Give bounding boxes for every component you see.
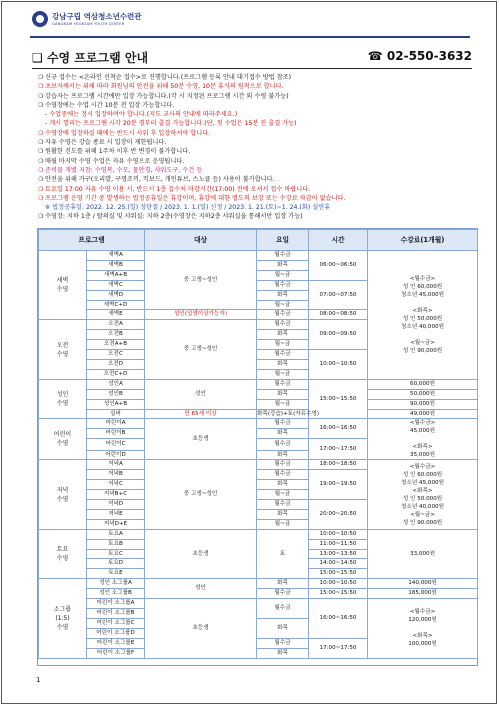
fee-cell: 60,000원 [368, 379, 478, 389]
time-cell: 15:00~15:50 [309, 569, 368, 579]
day-cell: 월수금 [257, 638, 309, 648]
class-name-cell: 어린이 소그룹E [87, 638, 145, 648]
notice-text: 초보자께서는 위해 따라 회원님의 안전을 위해 50분 수영, 10분 휴식의 원칙으로 합니다. [45, 83, 284, 91]
class-name-cell: 어린이 소그룹A [87, 599, 145, 609]
class-name-cell: 저녁D [87, 500, 145, 510]
table-row [39, 389, 478, 399]
class-name-cell: 오전A+B [87, 340, 145, 350]
notice-item [38, 212, 476, 221]
notice-item [38, 129, 476, 138]
class-name-cell: 어린이 소그룹C [87, 618, 145, 628]
class-name-cell: 성인A+B [87, 399, 145, 409]
notice-item [38, 138, 476, 147]
class-name-cell: 저녁E [87, 509, 145, 519]
time-cell: 20:00~20:50 [309, 500, 368, 530]
bullet-icon: ❍ [38, 92, 44, 100]
class-name-cell: 토요B [87, 539, 145, 549]
notice-text: 수영장에는 수업 시간 10분 전 입장 가능합니다. [45, 101, 175, 109]
fee-cell-line: 성 인 90,000원 [402, 519, 443, 526]
class-name-cell: 새벽C+D [87, 300, 145, 310]
header-target: 대상 [145, 230, 257, 251]
fee-cell-line: 성 인 60,000원 [402, 471, 443, 478]
class-name-cell: 성인 소그룹A [87, 579, 145, 589]
table-row [39, 589, 478, 599]
bullet-icon: ❍ [38, 185, 44, 193]
time-cell: 13:00~13:50 [309, 549, 368, 559]
category-cell: 새벽 수영 [39, 251, 87, 320]
day-cell: 월수금 [257, 350, 309, 360]
day-cell: 화목 [257, 480, 309, 490]
target-cell: 초등생 [145, 419, 257, 460]
class-name-cell: 오전C+D [87, 369, 145, 379]
time-cell: 18:00~18:50 [309, 460, 368, 470]
schedule-table [38, 229, 478, 659]
notice-item [38, 194, 476, 203]
fee-cell: 90,000원 [368, 399, 478, 409]
category-cell: 성인 수영 [39, 379, 87, 419]
notice-item [38, 157, 476, 166]
day-cell: 월~금 [257, 519, 309, 529]
class-name-cell: 오전B [87, 330, 145, 340]
notice-item [38, 92, 476, 101]
class-name-cell: 토요D [87, 559, 145, 569]
notice-text: 수영장에 입장하실 때에는 반드시 샤워 후 입장하셔야 합니다. [45, 129, 211, 137]
fee-cell-line: 100,000원 [408, 641, 437, 648]
class-name-cell: 성인A [87, 379, 145, 389]
target-cell: 중 고생~성인 [145, 251, 257, 310]
class-name-cell: 저녁B [87, 470, 145, 480]
day-cell: 월수금 [257, 419, 309, 429]
class-name-cell: 어린이C [87, 439, 145, 450]
table-row [39, 529, 478, 539]
class-name-cell: 토요A [87, 529, 145, 539]
day-cell: 화목 [257, 450, 309, 460]
fee-cell-line: <월수금> [409, 420, 436, 427]
fee-cell-line: <월~금> [410, 339, 435, 346]
fee-cell-line: <월수금> [409, 463, 436, 470]
time-cell: 08:00~08:50 [309, 310, 368, 320]
class-name-cell: 저녁B+C [87, 490, 145, 500]
table-row [39, 399, 478, 409]
fee-cell [368, 419, 478, 460]
target-cell: 성인 [145, 579, 257, 599]
class-name-cell: 토요C [87, 549, 145, 559]
page-number: 1 [36, 676, 41, 684]
day-cell: 화목 [257, 260, 309, 270]
day-cell: 월수금 [257, 310, 309, 320]
class-name-cell: 새벽E [87, 310, 145, 320]
class-name-cell: 새벽B [87, 260, 145, 270]
day-cell: 화목 [257, 290, 309, 300]
table-row [39, 599, 478, 609]
day-cell: 월수금 [257, 320, 309, 330]
fee-cell-line: <화목> [412, 444, 433, 451]
table-row [39, 579, 478, 589]
fee-cell-line: <화목> [412, 633, 433, 640]
fee-cell-line: <화목> [412, 487, 433, 494]
fee-cell: 49,000원 [368, 409, 478, 419]
class-name-cell: 오전D [87, 359, 145, 369]
title-marker-icon: ❑ [32, 51, 43, 65]
time-cell: 17:00~17:50 [309, 439, 368, 460]
day-cell: 화목 [257, 389, 309, 399]
category-cell: 토요 수영 [39, 529, 87, 579]
bullet-icon: ❍ [38, 148, 44, 156]
notice-item [38, 166, 476, 175]
target-cell: 초등생 [145, 599, 257, 658]
fee-cell-line: <월수금> [409, 609, 436, 616]
target-cell: 성인(입영이상가능자) [145, 310, 257, 320]
fee-cell-line: <월수금> [409, 275, 436, 282]
org-name-en: GANGNAM YEOKSAM YOUTH CENTER [52, 22, 125, 26]
day-cell: 월수금 [257, 280, 309, 290]
notice-text: 토요일 17:00 자유 수영 이용 시, 반드시 1층 접수처 마감시간(17:00) 전에 오셔서 접수 바랍니다. [45, 185, 311, 193]
class-name-cell: 어린이D [87, 450, 145, 460]
table-row [39, 460, 478, 470]
schedule-table-container [37, 228, 478, 666]
day-cell: 화목(강습)+토(자유수영) [257, 409, 309, 419]
title-text: 수영 프로그램 안내 [46, 51, 149, 65]
time-cell: 11:00~11:50 [309, 539, 368, 549]
fee-cell-line: 120,000원 [408, 617, 437, 624]
day-cell: 월~금 [257, 399, 309, 409]
title-bar [32, 48, 472, 69]
header-day: 요일 [257, 230, 309, 251]
fee-cell-line: 성 인 50,000원 [402, 315, 443, 322]
day-cell: 월~금 [257, 300, 309, 310]
class-name-cell: 어린이 소그룹B [87, 609, 145, 619]
time-cell: 16:00~16:50 [309, 599, 368, 639]
class-name-cell: 어린이A [87, 419, 145, 429]
fee-cell-line: 45,000원 [410, 428, 435, 435]
class-name-cell: 어린이B [87, 429, 145, 439]
day-cell: 월수금 [257, 251, 309, 261]
class-name-cell: 저녁A [87, 460, 145, 470]
class-name-cell: 오전C [87, 350, 145, 360]
target-cell: 만 65세 이상 [145, 409, 257, 419]
day-cell: 월~금 [257, 490, 309, 500]
time-cell: 09:00~09:50 [309, 320, 368, 350]
day-cell: 월~금 [257, 340, 309, 350]
notice-text: 원활한 진도를 위해 1주차 이후 반 변경이 불가합니다. [45, 148, 191, 156]
bullet-icon: ❍ [38, 74, 44, 81]
fee-cell: 140,000원 [368, 579, 478, 589]
notice-text: ※ 법정공휴일: 2022. 12. 25.(일) 성탄절 / 2023. 1. 1.(일) 신정 / 2023. 1. 21.(토)~1. 24.(화) 설연휴 [45, 204, 331, 212]
notice-text: 안전을 위해 가구(오리발, 구명조끼, 킥보드, 개인튜브, 스노클 등) 사용이 불가합니다. [45, 176, 275, 184]
day-cell: 월수금 [257, 470, 309, 480]
fee-cell: 33,000원 [368, 529, 478, 579]
class-name-cell: 새벽D [87, 290, 145, 300]
category-cell: 소그룹 (1:5) 수영 [39, 579, 87, 658]
class-name-cell: 새벽A [87, 251, 145, 261]
class-name-cell: 저녁C [87, 480, 145, 490]
day-cell: 월~금 [257, 369, 309, 379]
day-cell: 월수금 [257, 500, 309, 510]
target-cell: 초등생 [145, 529, 257, 579]
target-cell: 성인 [145, 379, 257, 409]
notice-text: 프로그램 운영 기간 중 발생하는 법정공휴일은 휴강이며, 휴강에 대한 별도의 보강 또는 수강료 차감이 없습니다. [45, 194, 346, 202]
notice-text: - 개시 열리는 프로그램 시각 20분 경부터 출결 가능합니다.(단, 첫 수업은 15분 전 출결 가능) [45, 120, 297, 128]
class-name-cell: 새벽C [87, 280, 145, 290]
day-cell: 월수금 [257, 379, 309, 389]
phone-number: ☎ 02-550-3632 [367, 49, 472, 63]
category-cell: 저녁 수영 [39, 460, 87, 529]
org-logo-icon [32, 11, 48, 27]
fee-cell-line: 성 인 90,000원 [402, 347, 443, 354]
day-cell: 화목 [257, 509, 309, 519]
time-cell: 10:00~10:50 [309, 350, 368, 380]
time-cell: 19:00~19:50 [309, 470, 368, 500]
day-cell: 월~금 [257, 270, 309, 280]
header-time: 시간 [309, 230, 368, 251]
day-cell: 월수금 [257, 460, 309, 470]
time-cell: 15:00~15:50 [309, 379, 368, 419]
fee-cell-line: 청소년 40,000원 [401, 323, 444, 330]
notice-text: 강습자는 프로그램 시간에만 입장 가능합니다.(각 시 지정된 프로그램 시간 외 수영 불가능) [45, 92, 289, 100]
time-cell: 10:00~10:50 [309, 529, 368, 539]
notice-text: 수영장: 지하 1층 / 탈의실 및 샤워실: 지하 2층(수영장은 지하2층 샤워실을 통해서만 입장 가능) [45, 213, 303, 221]
day-cell: 화목 [257, 429, 309, 439]
time-cell: 15:00~15:50 [309, 589, 368, 599]
time-cell: 06:00~06:50 [309, 251, 368, 281]
bullet-icon: ❍ [38, 101, 44, 109]
fee-cell: 50,000원 [368, 389, 478, 399]
table-row [39, 379, 478, 389]
category-cell: 오전 수영 [39, 320, 87, 379]
day-cell: 화목 [257, 579, 309, 589]
notice-item [38, 82, 476, 91]
notice-item [38, 185, 476, 194]
notice-text: 준비물 개별 지참: 수영복, 수모, 물안경, 샤워도구, 수건 등 [45, 166, 203, 174]
fee-cell-line: 청소년 40,000원 [401, 503, 444, 510]
bullet-icon: ❍ [38, 129, 44, 137]
bullet-icon: ❍ [38, 157, 44, 165]
header [30, 8, 470, 38]
time-cell: 07:00~07:50 [309, 280, 368, 310]
fee-cell-line: <월~금> [410, 511, 435, 518]
class-name-cell: 오전A [87, 320, 145, 330]
day-cell: 월수금 [257, 599, 309, 619]
fee-cell-line: 성 인 50,000원 [402, 495, 443, 502]
day-cell: 토 [257, 529, 309, 579]
class-name-cell: 성인 소그룹B [87, 589, 145, 599]
notice-list [38, 73, 476, 222]
time-cell: 14:00~14:50 [309, 559, 368, 569]
class-name-cell: 저녁D+E [87, 519, 145, 529]
header-fee: 수강료(1개월) [368, 230, 478, 251]
fee-cell-line: 성 인 60,000원 [402, 283, 443, 290]
notice-text: 신규 접수는 <온라인 선착순 접수>로 진행합니다.(프로그램 등록 안내 대기접수 방법 참조) [45, 74, 292, 81]
day-cell: 화목 [257, 330, 309, 340]
day-cell: 화목 [257, 648, 309, 658]
day-cell: 월수금 [257, 439, 309, 450]
notice-item [38, 147, 476, 156]
notice-text: - 수업중에는 정시 입장하여야 합니다.(지도 교사의 안내에 따라주세요.) [45, 111, 238, 119]
fee-cell-line: 청소년 45,000원 [401, 479, 444, 486]
bullet-icon: ❍ [38, 83, 44, 91]
class-name-cell: 어린이 소그룹D [87, 628, 145, 638]
header-program: 프로그램 [39, 230, 145, 251]
class-name-cell: 토요E [87, 569, 145, 579]
fee-cell: 185,000원 [368, 589, 478, 599]
fee-cell-line: <화목> [412, 307, 433, 314]
day-cell: 화목 [257, 359, 309, 369]
notice-text: 매월 마지막 수영 수업은 자유 수영으로 운영됩니다. [45, 157, 185, 165]
class-name-cell: 성인B [87, 389, 145, 399]
notice-text: 자유 수영은 강습 종료 시 입장이 제한됩니다. [45, 139, 167, 147]
org-name: 강남구립 역삼청소년수련관 [52, 12, 142, 21]
notice-item [38, 119, 476, 128]
bullet-icon: ❍ [38, 213, 44, 221]
bullet-icon: ❍ [38, 194, 44, 202]
fee-cell [368, 251, 478, 380]
class-name-cell: 실버 [87, 409, 145, 419]
day-cell: 화목 [257, 618, 309, 638]
fee-cell-line: 35,000원 [410, 452, 435, 459]
fee-cell [368, 599, 478, 658]
bullet-icon: ❍ [38, 176, 44, 184]
notice-item [38, 73, 476, 82]
bullet-icon: ❍ [38, 166, 44, 174]
class-name-cell: 새벽A+B [87, 270, 145, 280]
notice-item [38, 101, 476, 110]
table-header-row [39, 230, 478, 251]
table-row [39, 409, 478, 419]
class-name-cell: 어린이 소그룹F [87, 648, 145, 658]
notice-item [38, 110, 476, 119]
page-title [32, 49, 148, 66]
bullet-icon: ❍ [38, 139, 44, 147]
time-cell: 10:00~10:50 [309, 579, 368, 589]
category-cell: 어린이 수영 [39, 419, 87, 460]
day-cell: 월수금 [257, 589, 309, 599]
fee-cell-line: 청소년 45,000원 [401, 291, 444, 298]
time-cell: 17:00~17:50 [309, 638, 368, 658]
target-cell: 중 고생~성인 [145, 320, 257, 379]
notice-item [38, 203, 476, 212]
time-cell: 16:00~16:50 [309, 419, 368, 439]
fee-cell [368, 460, 478, 529]
target-cell: 중 고생~성인 [145, 460, 257, 529]
table-row [39, 251, 478, 261]
table-row [39, 419, 478, 429]
notice-item [38, 175, 476, 184]
